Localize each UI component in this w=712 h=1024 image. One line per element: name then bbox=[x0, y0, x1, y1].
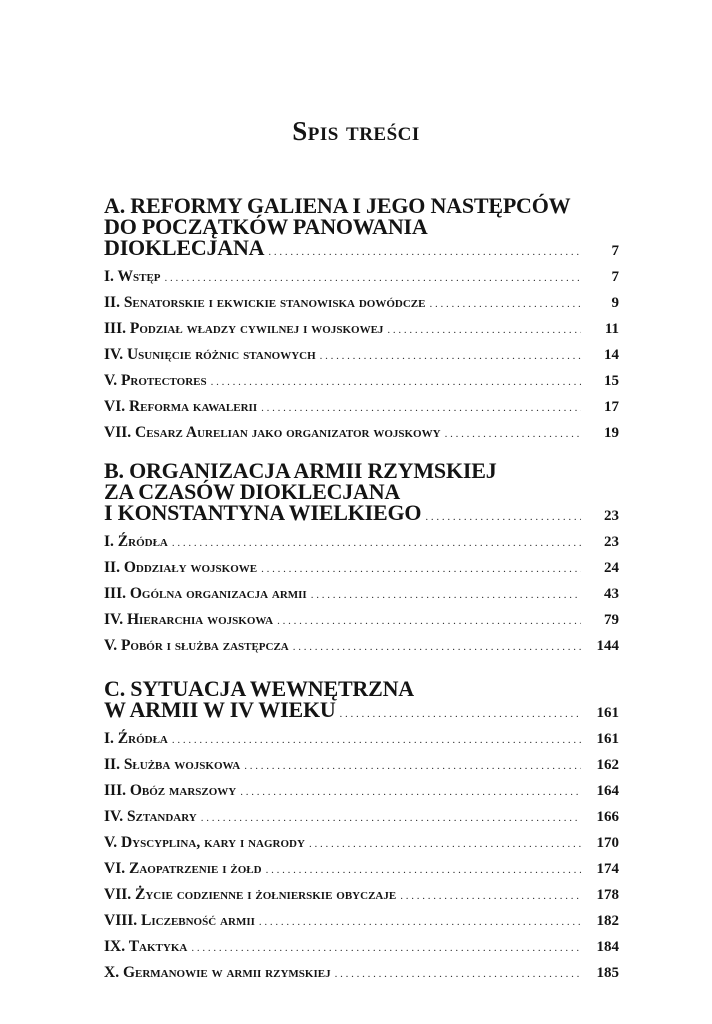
page-number: 15 bbox=[604, 373, 619, 389]
toc-entry[interactable] bbox=[104, 420, 619, 446]
dot-leader bbox=[261, 556, 581, 582]
toc-section-b bbox=[104, 460, 619, 659]
dot-leader bbox=[445, 421, 581, 447]
toc-entry[interactable] bbox=[104, 264, 619, 290]
dot-leader bbox=[244, 753, 581, 779]
entry-label: II. Senatorskie i ekwickie stanowiska dowódcze bbox=[104, 294, 426, 311]
entry-label: VII. Życie codzienne i żołnierskie obyczaje bbox=[104, 886, 397, 903]
toc-entry[interactable] bbox=[104, 290, 619, 316]
page-number: 19 bbox=[604, 425, 619, 441]
toc-entry[interactable] bbox=[104, 960, 619, 986]
entry-label: VII. Cesarz Aurelian jako organizator wojskowy bbox=[104, 424, 441, 441]
dot-leader bbox=[277, 608, 581, 634]
dot-leader bbox=[335, 961, 581, 987]
page-number: 14 bbox=[604, 347, 619, 363]
entry-label: X. Germanowie w armii rzymskiej bbox=[104, 964, 331, 981]
dot-leader bbox=[201, 805, 581, 831]
section-heading-line: A. REFORMY GALIENA I JEGO NASTĘPCÓW bbox=[104, 193, 571, 218]
dot-leader bbox=[320, 343, 581, 369]
toc-entry[interactable] bbox=[104, 882, 619, 908]
toc-section-c bbox=[104, 678, 619, 986]
toc-entry[interactable] bbox=[104, 804, 619, 830]
section-heading-line: W ARMII W IV WIEKU bbox=[104, 697, 336, 722]
toc-entry[interactable] bbox=[104, 607, 619, 633]
toc-entry[interactable] bbox=[104, 581, 619, 607]
page-number: 23 bbox=[604, 508, 619, 524]
entry-label: VI. Zaopatrzenie i żołd bbox=[104, 860, 262, 877]
toc-entry[interactable] bbox=[104, 752, 619, 778]
toc-entry[interactable] bbox=[104, 394, 619, 420]
page-number: 17 bbox=[604, 399, 619, 415]
toc-entries bbox=[104, 529, 619, 659]
page-number: 7 bbox=[611, 243, 619, 259]
page-number: 24 bbox=[604, 560, 619, 576]
entry-label: VIII. Liczebność armii bbox=[104, 912, 255, 929]
dot-leader bbox=[191, 935, 581, 961]
page-number: 7 bbox=[611, 269, 619, 285]
dot-leader bbox=[259, 909, 581, 935]
entry-label: IV. Hierarchia wojskowa bbox=[104, 611, 274, 628]
section-heading-line: C. SYTUACJA WEWNĘTRZNA bbox=[104, 676, 414, 701]
toc-entries bbox=[104, 264, 619, 446]
toc-entries bbox=[104, 726, 619, 986]
entry-label: I. Wstęp bbox=[104, 268, 161, 285]
entry-label: V. Protectores bbox=[104, 372, 207, 389]
toc-entry[interactable] bbox=[104, 342, 619, 368]
entry-label: I. Źródła bbox=[104, 533, 168, 550]
toc-entry[interactable] bbox=[104, 316, 619, 342]
section-heading-line: ZA CZASÓW DIOKLECJANA bbox=[104, 479, 401, 504]
page-number: 161 bbox=[596, 731, 619, 747]
dot-leader bbox=[172, 530, 581, 556]
dot-leader bbox=[172, 727, 581, 753]
entry-label: III. Podział władzy cywilnej i wojskowej bbox=[104, 320, 384, 337]
entry-label: VI. Reforma kawalerii bbox=[104, 398, 258, 415]
dot-leader bbox=[165, 265, 581, 291]
page-number: 161 bbox=[596, 705, 619, 721]
section-heading-line: DO POCZĄTKÓW PANOWANIA bbox=[104, 214, 428, 239]
entry-label: III. Ogólna organizacja armii bbox=[104, 585, 307, 602]
page-number: 174 bbox=[596, 861, 619, 877]
toc-entry[interactable] bbox=[104, 555, 619, 581]
page-number: 170 bbox=[596, 835, 619, 851]
toc-section-a bbox=[104, 195, 619, 446]
page-number: 164 bbox=[596, 783, 619, 799]
entry-label: V. Dyscyplina, kary i nagrody bbox=[104, 834, 305, 851]
dot-leader bbox=[400, 883, 581, 909]
entry-label: I. Źródła bbox=[104, 730, 168, 747]
dot-leader bbox=[387, 317, 581, 343]
dot-leader bbox=[261, 395, 581, 421]
toc-entry[interactable] bbox=[104, 529, 619, 555]
dot-leader bbox=[240, 779, 581, 805]
page-number: 144 bbox=[596, 638, 619, 654]
toc-entry[interactable] bbox=[104, 778, 619, 804]
section-heading-last bbox=[104, 237, 619, 258]
dot-leader bbox=[266, 857, 581, 883]
page-number: 166 bbox=[596, 809, 619, 825]
entry-label: II. Służba wojskowa bbox=[104, 756, 241, 773]
dot-leader bbox=[425, 507, 581, 528]
entry-label: II. Oddziały wojskowe bbox=[104, 559, 258, 576]
section-heading-line: DIOKLECJANA bbox=[104, 235, 265, 260]
page-number: 11 bbox=[604, 321, 619, 337]
toc-entry[interactable] bbox=[104, 934, 619, 960]
section-heading-last bbox=[104, 699, 619, 720]
entry-label: IV. Sztandary bbox=[104, 808, 197, 825]
dot-leader bbox=[311, 582, 581, 608]
toc-entry[interactable] bbox=[104, 633, 619, 659]
page-number: 79 bbox=[604, 612, 619, 628]
page-number: 23 bbox=[604, 534, 619, 550]
section-heading-line: B. ORGANIZACJA ARMII RZYMSKIEJ bbox=[104, 458, 497, 483]
entry-label: V. Pobór i służba zastępcza bbox=[104, 637, 289, 654]
section-heading-line: I KONSTANTYNA WIELKIEGO bbox=[104, 500, 422, 525]
page-title: Spis treści bbox=[292, 116, 420, 146]
toc-entry[interactable] bbox=[104, 726, 619, 752]
dot-leader bbox=[429, 291, 581, 317]
section-heading-last bbox=[104, 502, 619, 523]
entry-label: IV. Usunięcie różnic stanowych bbox=[104, 346, 316, 363]
dot-leader bbox=[211, 369, 581, 395]
page-number: 185 bbox=[596, 965, 619, 981]
entry-label: IX. Taktyka bbox=[104, 938, 188, 955]
dot-leader bbox=[340, 704, 581, 725]
dot-leader bbox=[268, 242, 581, 263]
entry-label: III. Obóz marszowy bbox=[104, 782, 237, 799]
page-number: 43 bbox=[604, 586, 619, 602]
toc-entry[interactable] bbox=[104, 908, 619, 934]
page-number: 9 bbox=[611, 295, 619, 311]
dot-leader bbox=[293, 634, 581, 660]
dot-leader bbox=[309, 831, 581, 857]
page-number: 182 bbox=[596, 913, 619, 929]
page-number: 162 bbox=[596, 757, 619, 773]
page-number: 184 bbox=[596, 939, 619, 955]
toc-entry[interactable] bbox=[104, 830, 619, 856]
toc-entry[interactable] bbox=[104, 856, 619, 882]
toc-entry[interactable] bbox=[104, 368, 619, 394]
page-number: 178 bbox=[596, 887, 619, 903]
